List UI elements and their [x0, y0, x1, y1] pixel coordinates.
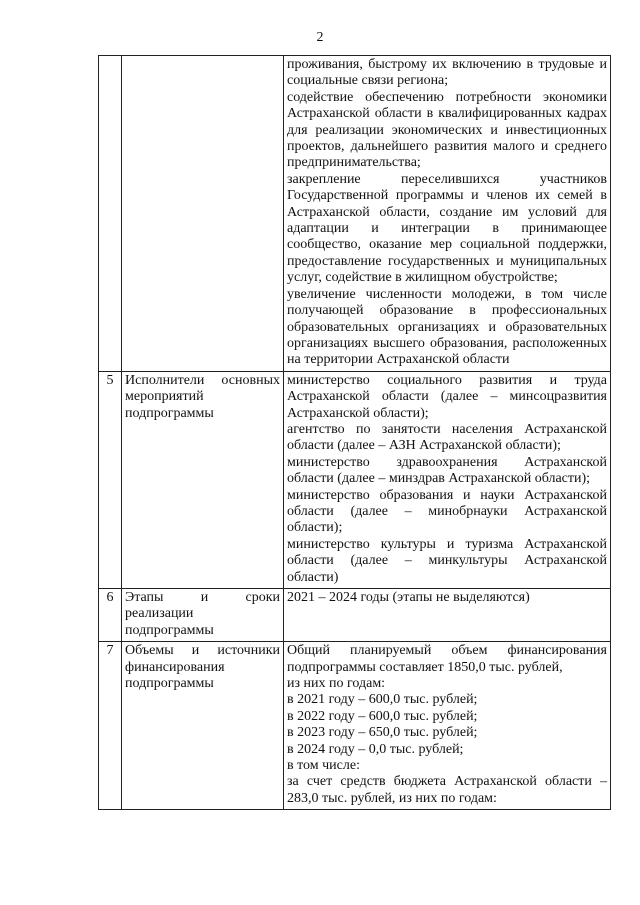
row-label: Этапы и сроки реализации подпрограммы — [122, 589, 284, 642]
content-paragraph: министерство образования и науки Астраханской области (далее – минобрнауки Астраханской области); — [287, 487, 607, 536]
content-paragraph: в том числе: — [287, 758, 360, 774]
table-row-continuation — [99, 56, 611, 372]
content-paragraph: проживания, быстрому их включению в трудовые и социальные связи региона; — [287, 57, 607, 89]
content-paragraph: увеличение численности молодежи, в том числе получающей образование в профессиональных образовательных организациях и образовательных организациях высшего образования, расположенных на территории Астраханской области — [287, 286, 607, 368]
content-paragraph: закрепление переселившихся участников Государственной программы и членов их семей в Астраханской области, создание им условий для адаптации и интеграции в принимающее сообщество, оказание мер социальной поддержки, предоставление государственных и муниципальных услуг, содействие в жилищном обустройстве; — [287, 171, 607, 286]
row-number: 6 — [99, 589, 122, 642]
content-paragraph: в 2023 году – 650,0 тыс. рублей; — [287, 725, 478, 741]
content-paragraph: министерство культуры и туризма Астраханской области (далее – минкультуры Астраханской области) — [287, 536, 607, 585]
content-paragraph: содействие обеспечению потребности экономики Астраханской области в квалифицированных кадрах для реализации экономических и инвестиционных проектов, дальнейшего развития малого и среднего предпринимательства; — [287, 89, 607, 171]
subprogram-passport-table — [98, 55, 611, 810]
content-paragraph: за счет средств бюджета Астраханской области – 283,0 тыс. рублей, из них по годам: — [287, 774, 607, 806]
row-number: 7 — [99, 642, 122, 810]
row-content — [284, 589, 611, 642]
content-paragraph: из них по годам: — [287, 676, 386, 692]
table-row-financing — [99, 642, 611, 810]
content-paragraph: министерство здравоохранения Астраханской области (далее – минздрав Астраханской области); — [287, 454, 607, 487]
content-paragraph: в 2021 году – 600,0 тыс. рублей; — [287, 692, 478, 708]
table-row-stages — [99, 589, 611, 642]
content-paragraph: Общий планируемый объем финансирования подпрограммы составляет 1850,0 тыс. рублей, — [287, 643, 607, 675]
row-label: Исполнители основных мероприятий подпрограммы — [122, 371, 284, 588]
row-number — [99, 56, 122, 372]
content-paragraph: в 2022 году – 600,0 тыс. рублей; — [287, 708, 478, 724]
row-content — [284, 642, 611, 810]
row-content — [284, 371, 611, 588]
row-label: Объемы и источники финансирования подпрограммы — [122, 642, 284, 810]
content-paragraph: 2021 – 2024 годы (этапы не выделяются) — [287, 590, 530, 605]
row-content — [284, 56, 611, 372]
row-label — [122, 56, 284, 372]
row-number: 5 — [99, 371, 122, 588]
content-paragraph: министерство социального развития и труда Астраханской области (далее – минсоцразвития Астраханской области); — [287, 372, 607, 421]
content-paragraph: агентство по занятости населения Астраханской области (далее – АЗН Астраханской области); — [287, 421, 607, 454]
page-number: 2 — [316, 30, 324, 45]
table-row-executors — [99, 371, 611, 588]
content-paragraph: в 2024 году – 0,0 тыс. рублей; — [287, 741, 464, 757]
